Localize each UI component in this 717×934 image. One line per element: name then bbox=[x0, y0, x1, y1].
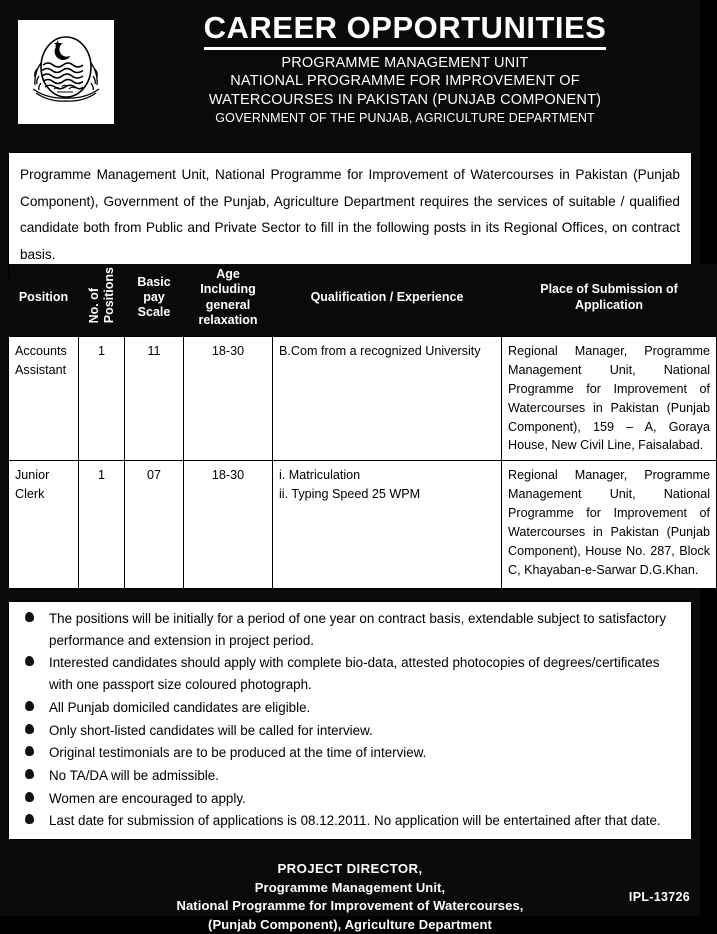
cell-position: Accounts Assistant bbox=[9, 337, 79, 461]
bullet-icon bbox=[25, 612, 35, 623]
column-header-count-line1: No. of bbox=[87, 288, 102, 324]
header-subtitle-2: NATIONAL PROGRAMME FOR IMPROVEMENT OF bbox=[230, 73, 580, 90]
page-title: CAREER OPPORTUNITIES bbox=[204, 12, 607, 50]
footer-line-3: National Programme for Improvement of Watercourses, bbox=[176, 898, 524, 914]
list-item bbox=[15, 765, 681, 787]
table-header bbox=[9, 264, 717, 337]
list-item bbox=[15, 720, 681, 742]
footer-line-1: PROJECT DIRECTOR, bbox=[277, 861, 423, 876]
condition-text: All Punjab domiciled candidates are eligible. bbox=[49, 699, 311, 715]
water-waves-icon bbox=[42, 63, 83, 89]
punjab-emblem-icon bbox=[27, 29, 105, 115]
column-header-age-line4: relaxation bbox=[198, 312, 258, 327]
bullet-icon bbox=[25, 723, 35, 734]
cell-scale: 11 bbox=[125, 337, 184, 461]
conditions-box bbox=[8, 601, 692, 840]
cell-count: 1 bbox=[79, 337, 125, 461]
column-header-scale-line2: pay bbox=[143, 289, 165, 304]
positions-table-wrapper bbox=[8, 264, 710, 589]
column-header-place bbox=[502, 264, 717, 337]
list-item bbox=[15, 652, 681, 695]
column-header-scale-line1: Basic bbox=[137, 274, 171, 289]
cell-position: Junior Clerk bbox=[9, 461, 79, 589]
table-body bbox=[9, 337, 717, 589]
introduction-box bbox=[8, 152, 692, 278]
column-header-scale-line3: Scale bbox=[137, 305, 171, 320]
header-text-block bbox=[138, 12, 692, 126]
bullet-icon bbox=[25, 791, 35, 802]
crescent-star-icon bbox=[54, 41, 71, 60]
table-row bbox=[9, 337, 717, 461]
header-subtitle-4: GOVERNMENT OF THE PUNJAB, AGRICULTURE DEPARTMENT bbox=[215, 111, 595, 126]
column-header-count-line2: Positions bbox=[101, 267, 116, 324]
bullet-icon bbox=[25, 700, 35, 711]
column-header-place-line2: Application bbox=[574, 297, 644, 312]
table-row bbox=[9, 461, 717, 589]
page-footer bbox=[0, 854, 700, 934]
list-item bbox=[15, 608, 681, 651]
cell-place: Regional Manager, Programme Management Unit, National Programme for Improvement of Watercourses in Pakistan (Punjab Component), 159 – A, Goraya House, New Civil Line, Faisalabad. bbox=[502, 337, 717, 461]
cell-qualification bbox=[273, 337, 502, 461]
conditions-list bbox=[15, 608, 681, 832]
introduction-text: Programme Management Unit, National Programme for Improvement of Watercourses in Pakistan (Punjab Component), Government of the Punjab, Agriculture Department requires the services of suitable / qualified candidate both from Public and Private Sector to fill in the following posts in its Regional Offices, on contract basis. bbox=[20, 167, 680, 262]
cell-scale: 07 bbox=[125, 461, 184, 589]
bullet-icon bbox=[25, 656, 35, 667]
column-header-age-line2: Including bbox=[200, 282, 256, 297]
condition-text: Original testimonials are to be produced at the time of interview. bbox=[49, 745, 427, 761]
condition-text: Last date for submission of applications is 08.12.2011. No application will be entertained after that date. bbox=[49, 813, 661, 829]
bullet-icon bbox=[25, 814, 35, 825]
condition-text: The positions will be initially for a period of one year on contract basis, extendable subject to satisfactory performance and extension in project period. bbox=[49, 611, 667, 648]
header-subtitle-1: PROGRAMME MANAGEMENT UNIT bbox=[281, 54, 529, 71]
condition-text: No TA/DA will be admissible. bbox=[49, 767, 219, 783]
table-header-row bbox=[9, 264, 717, 337]
cell-place: Regional Manager, Programme Management Unit, National Programme for Improvement of Watercourses in Pakistan (Punjab Component), House No. 287, Block C, Khayaban-e-Sarwar D.G.Khan. bbox=[502, 461, 717, 589]
list-item bbox=[15, 742, 681, 764]
cell-age: 18-30 bbox=[184, 337, 273, 461]
column-header-position: Position bbox=[9, 264, 79, 337]
cell-count: 1 bbox=[79, 461, 125, 589]
column-header-qualification: Qualification / Experience bbox=[273, 264, 502, 337]
condition-text: Only short-listed candidates will be called for interview. bbox=[49, 722, 373, 738]
footer-line-4: (Punjab Component), Agriculture Department bbox=[208, 916, 492, 932]
condition-text: Interested candidates should apply with complete bio-data, attested photocopies of degrees/certificates with one passport size coloured photograph. bbox=[49, 655, 660, 693]
page-header bbox=[0, 0, 700, 148]
list-item bbox=[15, 788, 681, 810]
qualification-line: B.Com from a recognized University bbox=[279, 344, 481, 358]
column-header-place-line1: Place of Submission of bbox=[540, 282, 678, 297]
column-header-scale bbox=[125, 264, 184, 337]
bullet-icon bbox=[25, 768, 35, 779]
header-subtitle-3: WATERCOURSES IN PAKISTAN (PUNJAB COMPONENT) bbox=[208, 91, 602, 108]
column-header-age-line1: Age bbox=[216, 267, 240, 281]
condition-text: Women are encouraged to apply. bbox=[49, 790, 246, 806]
qualification-line: ii. Typing Speed 25 WPM bbox=[279, 487, 421, 502]
positions-table bbox=[8, 264, 717, 589]
government-emblem bbox=[18, 20, 114, 124]
publication-reference: IPL-13726 bbox=[628, 890, 690, 904]
qualification-line: i. Matriculation bbox=[279, 468, 361, 483]
bullet-icon bbox=[25, 746, 35, 757]
column-header-age-line3: general bbox=[205, 297, 251, 312]
list-item bbox=[15, 697, 681, 719]
cell-qualification bbox=[273, 461, 502, 589]
footer-line-2: Programme Management Unit, bbox=[254, 879, 446, 895]
column-header-count bbox=[79, 264, 125, 337]
list-item bbox=[15, 810, 681, 832]
column-header-age bbox=[184, 264, 273, 337]
cell-age: 18-30 bbox=[184, 461, 273, 589]
